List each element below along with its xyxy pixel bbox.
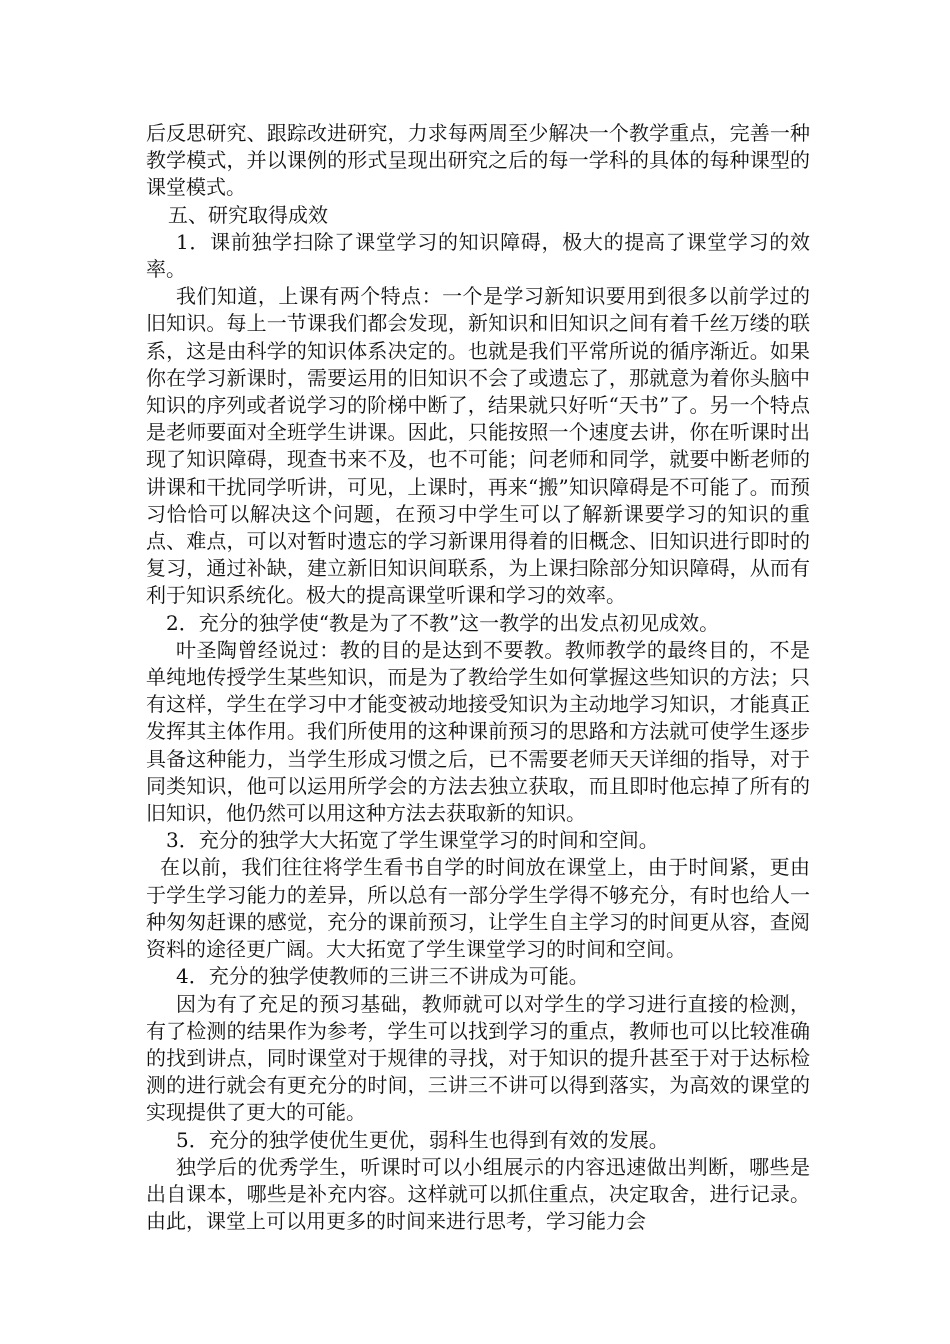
subheading-5: 5．充分的独学使优生更优，弱科生也得到有效的发展。 — [176, 1127, 669, 1152]
subheading-1: 1．课前独学扫除了课堂学习的知识障碍，极大的提高了课堂学习的效率。 — [146, 229, 810, 282]
paragraph-5-body: 独学后的优秀学生，听课时可以小组展示的内容迅速做出判断，哪些是出自课本，哪些是补充内容。这样就可以抓住重点，决定取舍，进行记录。由此，课堂上可以用更多的时间来进行思考，学习能力会 — [146, 1154, 810, 1234]
document-body — [146, 120, 810, 1235]
subheading-4: 4．充分的独学使教师的三讲三不讲成为可能。 — [176, 964, 589, 989]
paragraph-3-body: 在以前，我们往往将学生看书自学的时间放在课堂上，由于时间紧，更由于学生学习能力的差异，所以总有一部分学生学得不够充分，有时也给人一种匆匆赶课的感觉，充分的课前预习，让学生自主学习的时间更从容，查阅资料的途径更广阔。大大拓宽了学生课堂学习的时间和空间。 — [146, 855, 810, 962]
paragraph-continuation: 后反思研究、跟踪改进研究，力求每两周至少解决一个教学重点，完善一种教学模式，并以课例的形式呈现出研究之后的每一学科的具体的每种课型的课堂模式。 — [146, 121, 810, 200]
subheading-3: 3．充分的独学大大拓宽了学生课堂学习的时间和空间。 — [166, 828, 659, 853]
paragraph-2-body: 叶圣陶曾经说过：教的目的是达到不要教。教师教学的最终目的，不是单纯地传授学生某些知识，而是为了教给学生如何掌握这些知识的方法；只有这样，学生在学习中才能变被动地接受知识为主动地学习知识，才能真正发挥其主体作用。我们所使用的这种课前预习的思路和方法就可使学生逐步具备这种能力，当学生形成习惯之后，已不需要老师天天详细的指导，对于同类知识，他可以运用所学会的方法去独立获取，而且即时他忘掉了所有的旧知识，他仍然可以用这种方法去获取新的知识。 — [146, 637, 810, 826]
subheading-2: 2．充分的独学使“教是为了不教”这一教学的出发点初见成效。 — [166, 610, 720, 635]
section-heading-results: 五、研究取得成效 — [168, 202, 328, 227]
paragraph-4-body: 因为有了充足的预习基础，教师就可以对学生的学习进行直接的检测，有了检测的结果作为参考，学生可以找到学习的重点，教师也可以比较准确的找到讲点，同时课堂对于规律的寻找，对于知识的提升甚至于对于达标检测的进行就会有更充分的时间，三讲三不讲可以得到落实，为高效的课堂的实现提供了更大的可能。 — [146, 991, 810, 1125]
paragraph-1-body: 我们知道，上课有两个特点：一个是学习新知识要用到很多以前学过的旧知识。每上一节课我们都会发现，新知识和旧知识之间有着千丝万缕的联系，这是由科学的知识体系决定的。也就是我们平常所说的循序渐近。如果你在学习新课时，需要运用的旧知识不会了或遗忘了，那就意为着你头脑中知识的序列或者说学习的阶梯中断了，结果就只好听“天书”了。另一个特点是老师要面对全班学生讲课。因此，只能按照一个速度去讲，你在听课时出现了知识障碍，现查书来不及，也不可能；问老师和同学，就要中断老师的讲课和干扰同学听讲，可见，上课时，再来“搬”知识障碍是不可能了。而预习恰恰可以解决这个问题，在预习中学生可以了解新课要学习的知识的重点、难点，可以对暂时遗忘的学习新课用得着的旧概念、旧知识进行即时的复习，通过补缺，建立新旧知识间联系，为上课扫除部分知识障碍，从而有利于知识系统化。极大的提高课堂听课和学习的效率。 — [146, 284, 810, 608]
